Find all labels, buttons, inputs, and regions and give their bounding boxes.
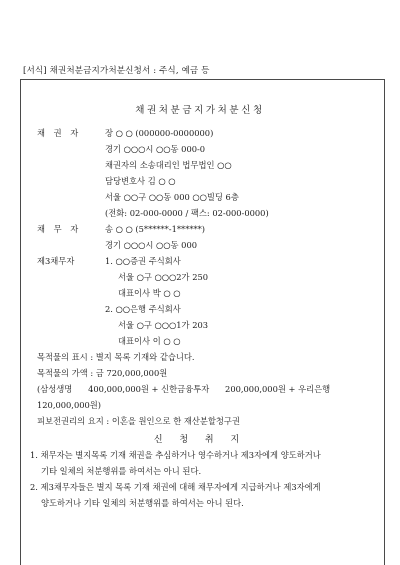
third-debtor-2-representative: 대표이사 이 ○ ○	[118, 336, 181, 346]
form-header-label: [서식] 채권처분금지가처분신청서 : 주식, 예금 등	[23, 66, 210, 76]
third-debtor-1-address: 서울 ○구 ○○○2가 250	[118, 272, 209, 282]
third-debtor-1-representative: 대표이사 박 ○ ○	[118, 288, 181, 298]
debtor-label: 채 무 자	[37, 224, 82, 234]
debtor-address: 경기 ○○○시 ○○동 000	[105, 240, 198, 250]
claim-item-2-line-1: 2. 제3채무자들은 별지 목록 기재 채권에 대해 채무자에게 지급하거나 제3자에게	[30, 482, 321, 492]
claim-item-2-line-2: 양도하거나 기타 일체의 처분행위를 하여서는 아니 된다.	[41, 498, 244, 508]
creditor-contact: (전화: 02-000-0000 / 팩스: 02-000-0000)	[105, 208, 269, 218]
claim-item-1-line-2: 기타 일체의 처분행위를 하여서는 아니 된다.	[41, 466, 202, 476]
third-debtor-1-name: 1. ○○증권 주식회사	[105, 256, 181, 266]
creditor-address: 경기 ○○○시 ○○동 000-0	[105, 144, 206, 154]
creditor-office-address: 서울 ○○구 ○○동 000 ○○빌딩 6층	[105, 192, 239, 202]
object-display: 목적물의 표시 : 별지 목록 기재와 같습니다.	[37, 352, 195, 362]
object-value: 목적물의 가액 : 금 720,000,000원	[37, 368, 168, 378]
third-debtor-2-name: 2. ○○은행 주식회사	[105, 304, 181, 314]
third-debtor-2-address: 서울 ○구 ○○○1가 203	[118, 320, 209, 330]
claim-item-1-line-1: 1. 채무자는 별지목록 기재 채권을 추심하거나 영수하거나 제3자에게 양도하거나	[30, 450, 321, 460]
creditor-name: 장 ○ ○ (000000-0000000)	[105, 128, 214, 138]
protected-right: 피보전권리의 요지 : 이혼을 원인으로 한 재산분할청구권	[37, 416, 240, 426]
creditor-label: 채 권 자	[37, 128, 82, 138]
value-breakdown-line-2: 120,000,000원)	[37, 400, 102, 410]
third-debtor-label: 제3채무자	[37, 256, 75, 266]
document-title: 채권처분금지가처분신청	[135, 105, 265, 116]
creditor-attorney: 담당변호사 김 ○ ○	[105, 176, 176, 186]
value-breakdown-line-1: (삼성생명 400,000,000원 + 신한금융투자 200,000,000원 + 우리은행	[37, 384, 331, 394]
debtor-name: 송 ○ ○ (5******-1******)	[105, 224, 206, 234]
creditor-representative: 채권자의 소송대리인 법무법인 ○○	[105, 160, 232, 170]
claim-section-title: 신 청 취 지	[153, 435, 247, 445]
